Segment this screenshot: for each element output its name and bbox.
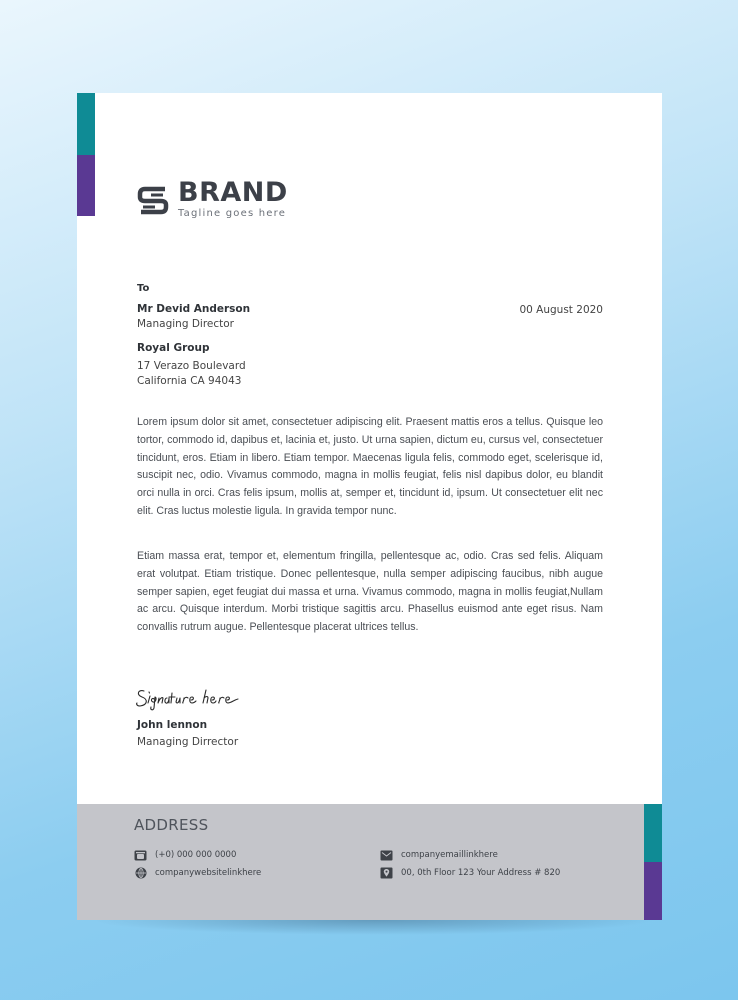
signer-title: Managing Dirrector [137, 736, 239, 748]
signature-text: Signature here [134, 685, 142, 686]
recipient-name: Mr Devid Anderson [137, 303, 251, 315]
brand-logo [135, 179, 288, 220]
brand-name: BRAND [178, 177, 288, 208]
handwritten-signature [134, 685, 244, 711]
teal-accent-bar-bottom [644, 804, 662, 862]
contact-phone [134, 849, 236, 861]
s-logo-icon [135, 182, 171, 218]
phone-number: (+0) 000 000 0000 [155, 850, 237, 860]
purple-accent-bar-bottom [644, 862, 662, 920]
brand-tagline: Tagline goes here [178, 208, 287, 219]
recipient-street: 17 Verazo Boulevard [137, 360, 246, 372]
contact-email [380, 849, 498, 861]
globe-icon [134, 867, 147, 879]
phone-icon [134, 849, 147, 861]
postal-address: 00, 0th Floor 123 Your Address # 820 [401, 868, 561, 878]
contact-address [380, 867, 560, 879]
email-link[interactable]: companyemaillinkhere [401, 850, 498, 860]
location-pin-icon [380, 867, 393, 879]
purple-accent-bar-top [77, 155, 95, 216]
body-paragraph-2: Etiam massa erat, tempor et, elementum fringilla, pellentesque ac, odio. Cras sed felis. Aliquam erat volutpat. Etiam tristique. Donec pellentesque, nulla semper adipiscing faucibus, nibh augue semper sapien, eget feugiat dui massa et urna. Vivamus commodo, magna in mollis feugiat,Nullam ac arcu. Quisque interdum. Morbi tristique sagittis arcu. Phasellus euismod ante eget risus. Nam convallis rutrum augue. Pellentesque placerat ultrices tellus. [137, 550, 603, 634]
address-footer [77, 804, 662, 920]
contact-website [134, 867, 261, 879]
letterhead-page [77, 93, 662, 920]
recipient-city: California CA 94043 [137, 375, 242, 387]
website-link[interactable]: companywebsitelinkhere [155, 868, 262, 878]
signer-name: John lennon [137, 719, 208, 731]
recipient-company: Royal Group [137, 342, 210, 354]
address-heading: ADDRESS [134, 816, 209, 834]
to-label: To [137, 283, 150, 294]
teal-accent-bar-top [77, 93, 95, 155]
body-paragraph-1: Lorem ipsum dolor sit amet, consectetuer adipiscing elit. Praesent mattis eros a tellus. Quisque leo tortor, commodo id, dapibus et, lacinia et, justo. Ut urna sapien, dictum eu, cursus vel, consectetuer tincidunt, eros. Etiam in libero. Etiam tempor. Maecenas ligula felis, commodo eget, scelerisque id, suscipit nec, odio. Vivamus commodo, magna in mollis feugiat, felis nisl dapibus dolor, eu blandit orci nulla in orci. Cras felis ipsum, mollis at, semper et, tincidunt id, ipsum. Ut consectetuer elit nec elit. Cras luctus molestie ligula. In gravida tempor nunc. [137, 416, 603, 517]
recipient-title: Managing Director [137, 318, 235, 330]
letter-date: 00 August 2020 [519, 304, 603, 316]
envelope-icon [380, 849, 393, 861]
